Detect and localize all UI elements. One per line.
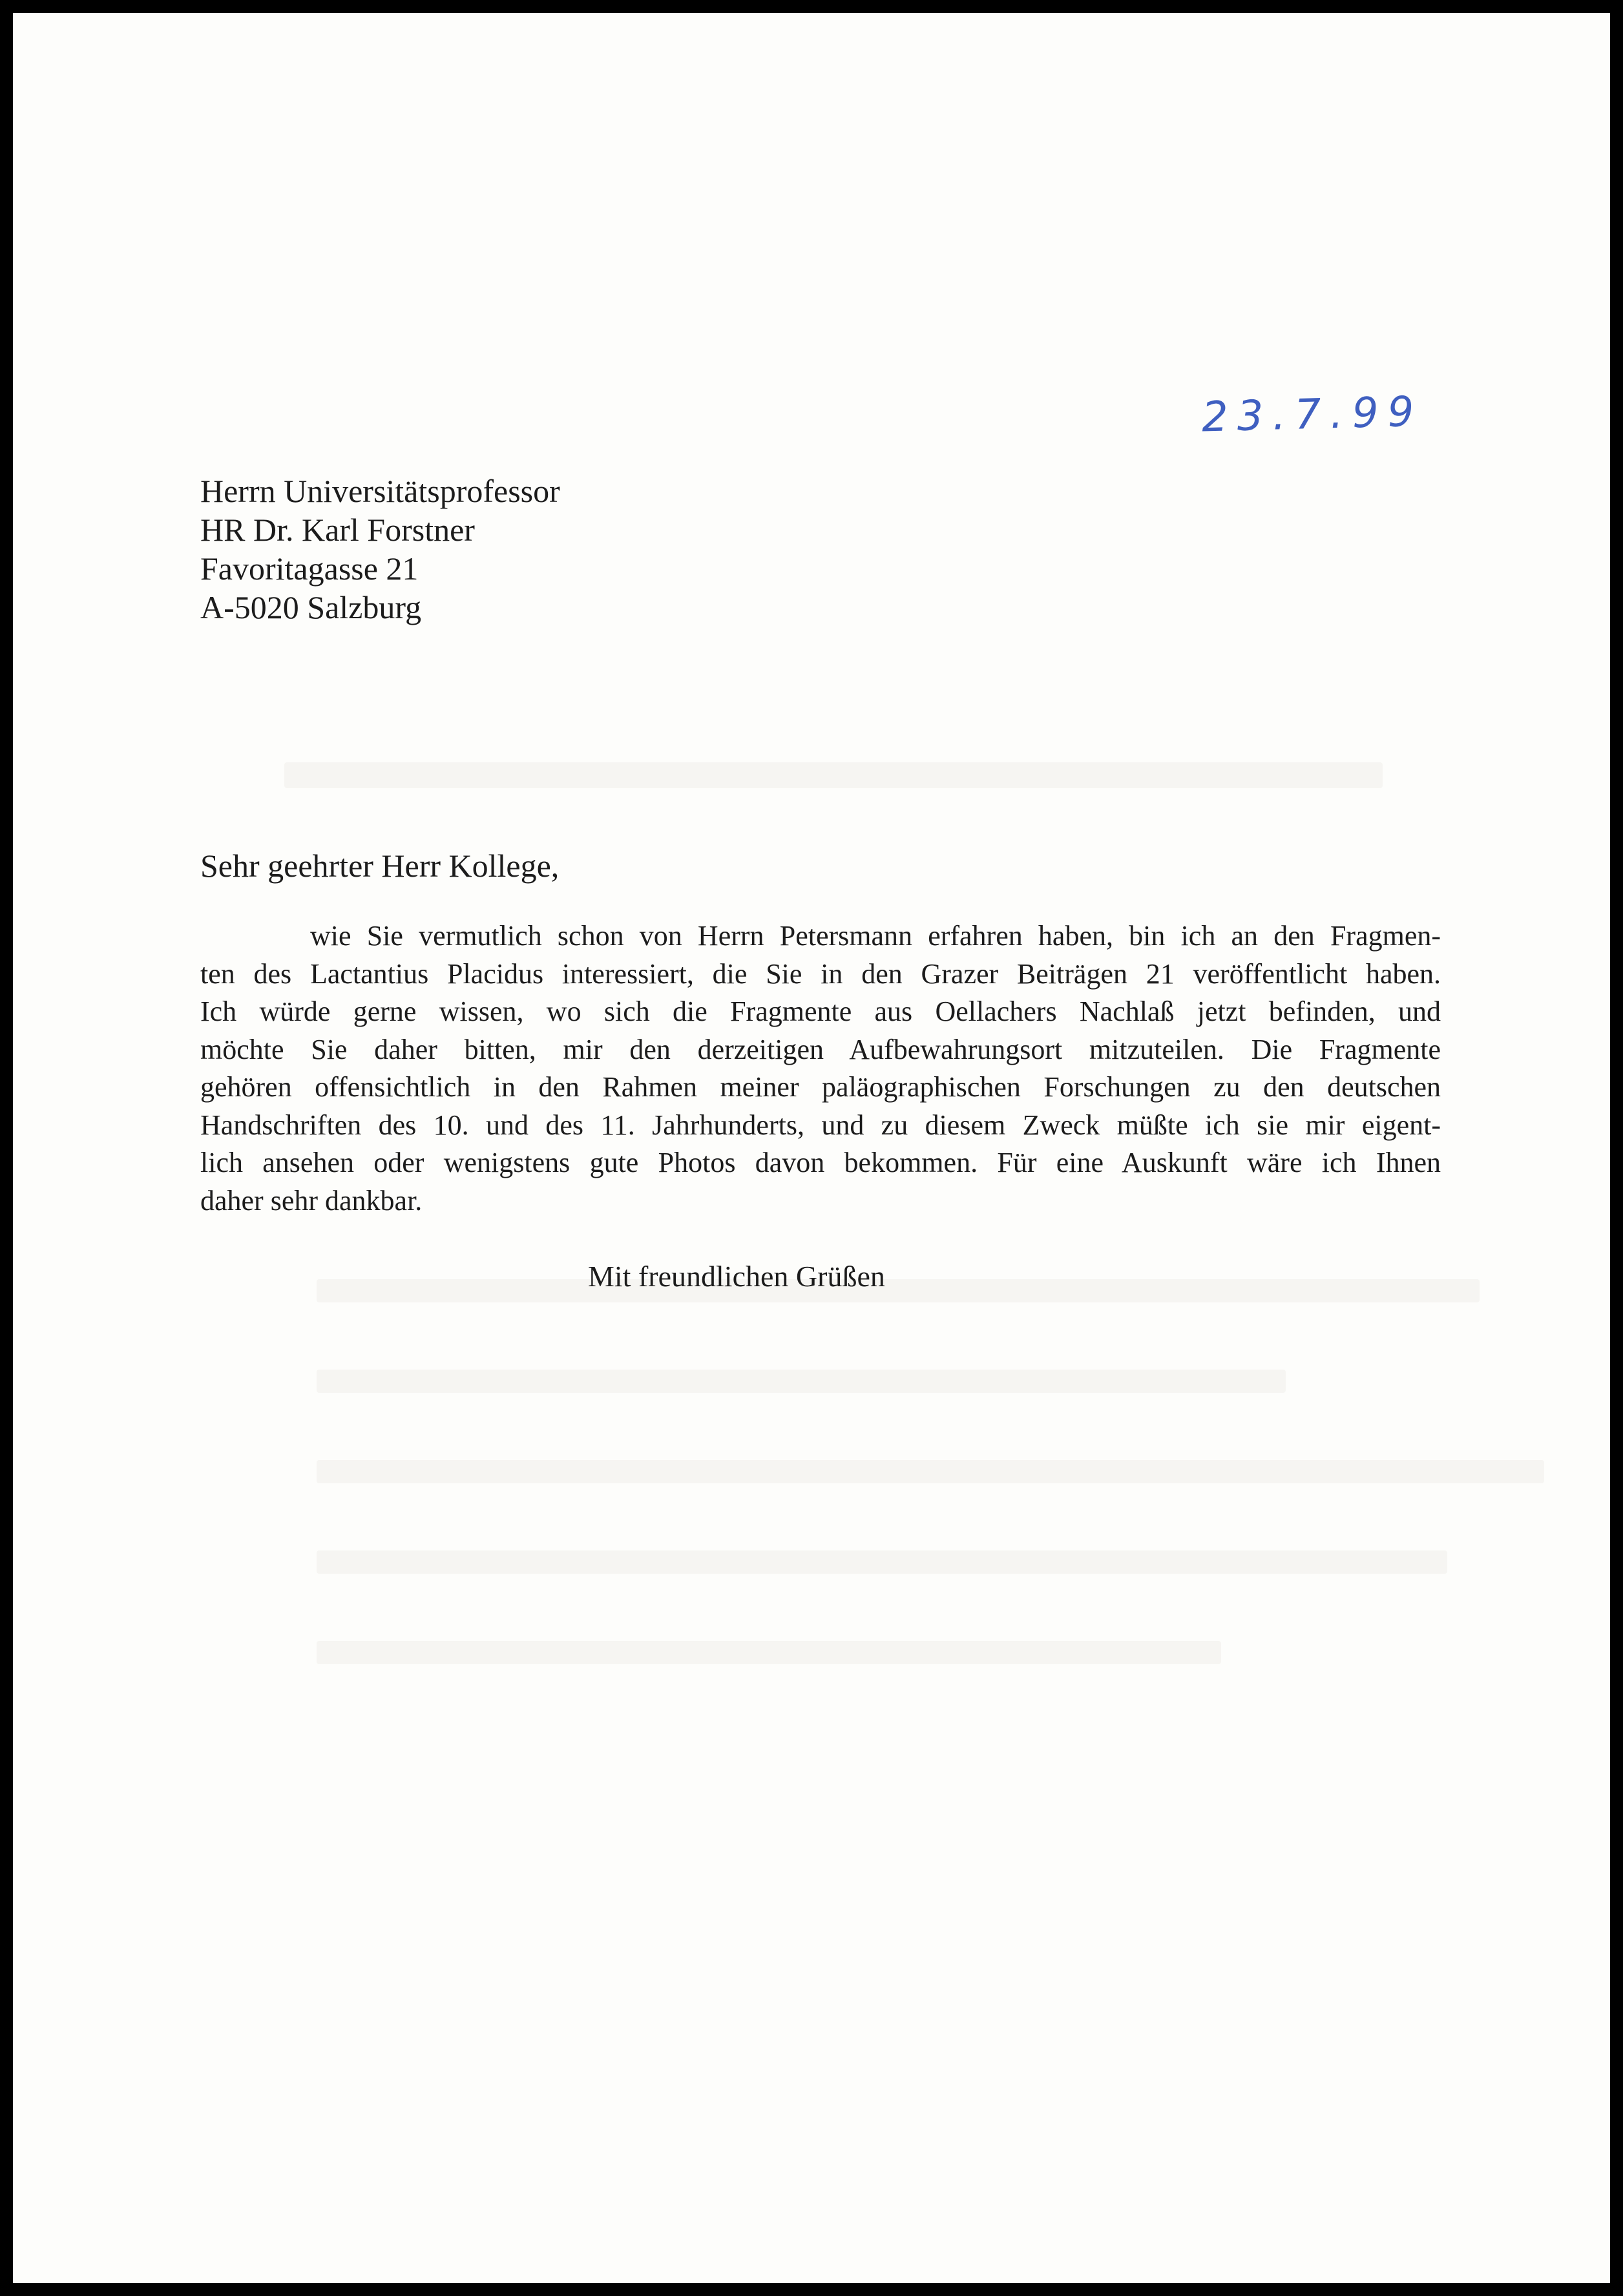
show-through-mark bbox=[317, 1370, 1286, 1393]
handwritten-date: 23.7.99 bbox=[1201, 388, 1424, 442]
recipient-address bbox=[200, 472, 560, 627]
letter-page bbox=[13, 13, 1610, 2283]
body-line: lich ansehen oder wenigstens gute Photos davon bekommen. Für eine Auskunft wäre ich Ihnen bbox=[200, 1147, 1441, 1178]
body-line: möchte Sie daher bitten, mir den derzeitigen Aufbewahrungsort mitzuteilen. Die Fragmente bbox=[200, 1033, 1441, 1065]
letter-body bbox=[200, 917, 1441, 1220]
body-line: Handschriften des 10. und des 11. Jahrhunderts, und zu diesem Zweck müßte ich sie mir eigent- bbox=[200, 1109, 1441, 1141]
body-line: wie Sie vermutlich schon von Herrn Petersmann erfahren haben, bin ich an den Fragmen- bbox=[310, 920, 1441, 952]
closing: Mit freundlichen Grüßen bbox=[588, 1260, 885, 1293]
show-through-mark bbox=[317, 1279, 1480, 1302]
salutation: Sehr geehrter Herr Kollege, bbox=[200, 848, 560, 884]
recipient-city: A-5020 Salzburg bbox=[200, 589, 422, 625]
show-through-mark bbox=[317, 1550, 1447, 1574]
recipient-title: Herrn Universitätsprofessor bbox=[200, 473, 560, 509]
show-through-mark bbox=[284, 762, 1383, 788]
recipient-name: HR Dr. Karl Forstner bbox=[200, 512, 475, 548]
body-line: ten des Lactantius Placidus interessiert, die Sie in den Grazer Beiträgen 21 veröffentlicht haben. bbox=[200, 957, 1441, 990]
body-line: Ich würde gerne wissen, wo sich die Fragmente aus Oellachers Nachlaß jetzt befinden, und bbox=[200, 996, 1441, 1027]
recipient-street: Favoritagasse 21 bbox=[200, 550, 419, 587]
show-through-mark bbox=[317, 1460, 1544, 1483]
body-line: gehören offensichtlich in den Rahmen meiner paläographischen Forschungen zu den deutschen bbox=[200, 1071, 1441, 1103]
show-through-mark bbox=[317, 1641, 1221, 1664]
body-line: daher sehr dankbar. bbox=[200, 1184, 423, 1216]
